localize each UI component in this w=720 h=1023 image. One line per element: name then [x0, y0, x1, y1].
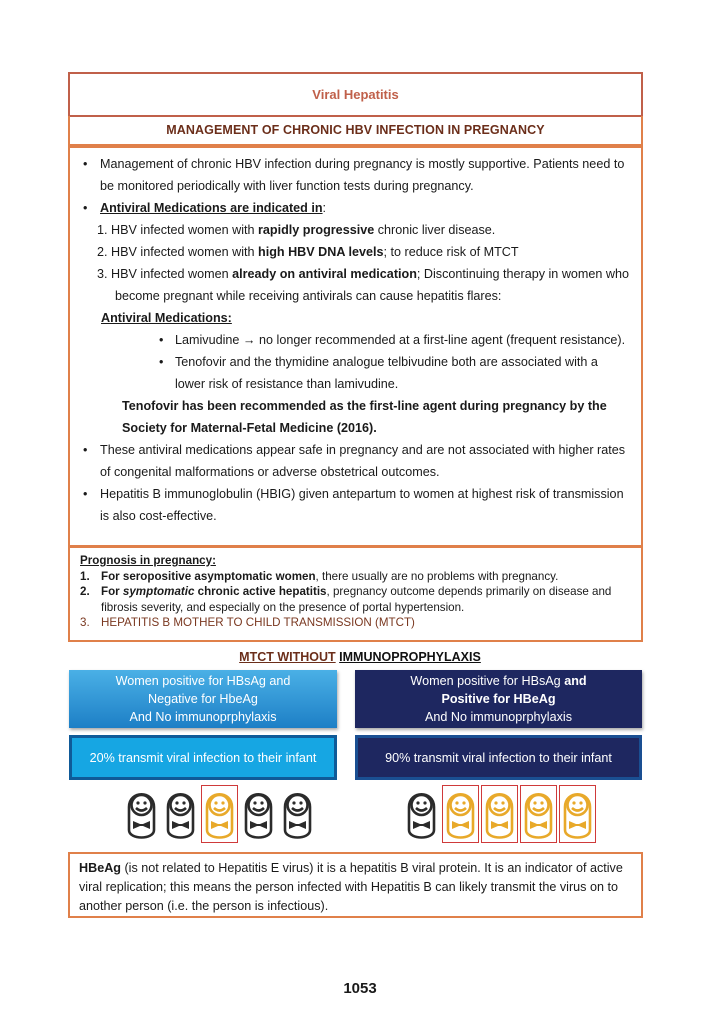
indication-item: 2. HBV infected women with high HBV DNA levels; to reduce risk of MTCT [97, 245, 519, 259]
antiviral-item: • Tenofovir and the thymidine analogue telbivudine both are associated with a lower risk of resistance than lamivudine. [80, 351, 631, 395]
hbeag-positive-result: 90% transmit viral infection to their infant [355, 735, 642, 780]
management-content [68, 146, 643, 547]
chapter-title-box [68, 72, 643, 117]
hbeag-note: HBeAg (is not related to Hepatitis E virus) it is a hepatitis B viral protein. It is an indicator of active viral replication; this means the person infected with Hepatitis B can likely transmit the virus on to another person (i.e. the person is infectious). [68, 852, 643, 918]
infected-baby-icon [201, 785, 238, 843]
prognosis-box [68, 546, 643, 642]
antiviral-heading: Antiviral Medications: [101, 311, 232, 325]
healthy-baby-icon [240, 785, 277, 843]
baby-row-positive [403, 785, 596, 843]
chapter-title: Viral Hepatitis [312, 87, 399, 102]
healthy-baby-icon [162, 785, 199, 843]
hbeag-positive-card: Women positive for HBsAg and Positive for HBeAg And No immunoprphylaxis [355, 670, 642, 728]
healthy-baby-icon [279, 785, 316, 843]
indication-item: 1. HBV infected women with rapidly progressive chronic liver disease. [97, 223, 496, 237]
prognosis-item: 1. For seropositive asymptomatic women, there usually are no problems with pregnancy. [80, 569, 559, 583]
bullet-hbig: • Hepatitis B immunoglobulin (HBIG) given antepartum to women at highest risk of transmission is also cost-effective. [80, 483, 631, 527]
indication-item: 3. HBV infected women already on antiviral medication; Discontinuing therapy in women who become pregnant while receiving antivirals can cause hepatitis flares: [97, 267, 630, 303]
hbeag-negative-card: Women positive for HBsAg and Negative for HbeAg And No immunoprphylaxis [69, 670, 337, 728]
prognosis-item-mtct: 3. HEPATITIS B MOTHER TO CHILD TRANSMISSION (MTCT) [80, 616, 415, 629]
antiviral-item: • Lamivudine → no longer recommended at a first-line agent (frequent resistance). [80, 329, 631, 351]
bullet-safety: • These antiviral medications appear safe in pregnancy and are not associated with higher rates of congenital malformations or adverse obstetrical outcomes. [80, 439, 631, 483]
infected-baby-icon [559, 785, 596, 843]
page-number: 1053 [343, 980, 377, 997]
bullet-supportive: • Management of chronic HBV infection during pregnancy is mostly supportive. Patients need to be monitored periodically with liver function tests during pregnancy. [80, 153, 631, 197]
hbeag-negative-result: 20% transmit viral infection to their infant [69, 735, 337, 780]
mtct-title: MTCT WITHOUT IMMUNOPROPHYLAXIS [239, 650, 481, 664]
infected-baby-icon [442, 785, 479, 843]
healthy-baby-icon [403, 785, 440, 843]
section-heading: MANAGEMENT OF CHRONIC HBV INFECTION IN PREGNANCY [166, 123, 545, 137]
prognosis-heading: Prognosis in pregnancy: [80, 554, 216, 567]
infected-baby-icon [481, 785, 518, 843]
prognosis-item: 2. For symptomatic chronic active hepatitis, pregnancy outcome depends primarily on disease and fibrosis severity, and especially on the presence of portal hypertension. [80, 585, 612, 614]
section-heading-box [68, 116, 643, 146]
arrow-right-icon: → [242, 333, 256, 347]
baby-row-negative [123, 785, 316, 843]
recommendation-text: Tenofovir has been recommended as the first-line agent during pregnancy by the Society for Maternal-Fetal Medicine (2016). [122, 399, 607, 435]
infected-baby-icon [520, 785, 557, 843]
healthy-baby-icon [123, 785, 160, 843]
bullet-indications: • Antiviral Medications are indicated in: [80, 197, 631, 219]
